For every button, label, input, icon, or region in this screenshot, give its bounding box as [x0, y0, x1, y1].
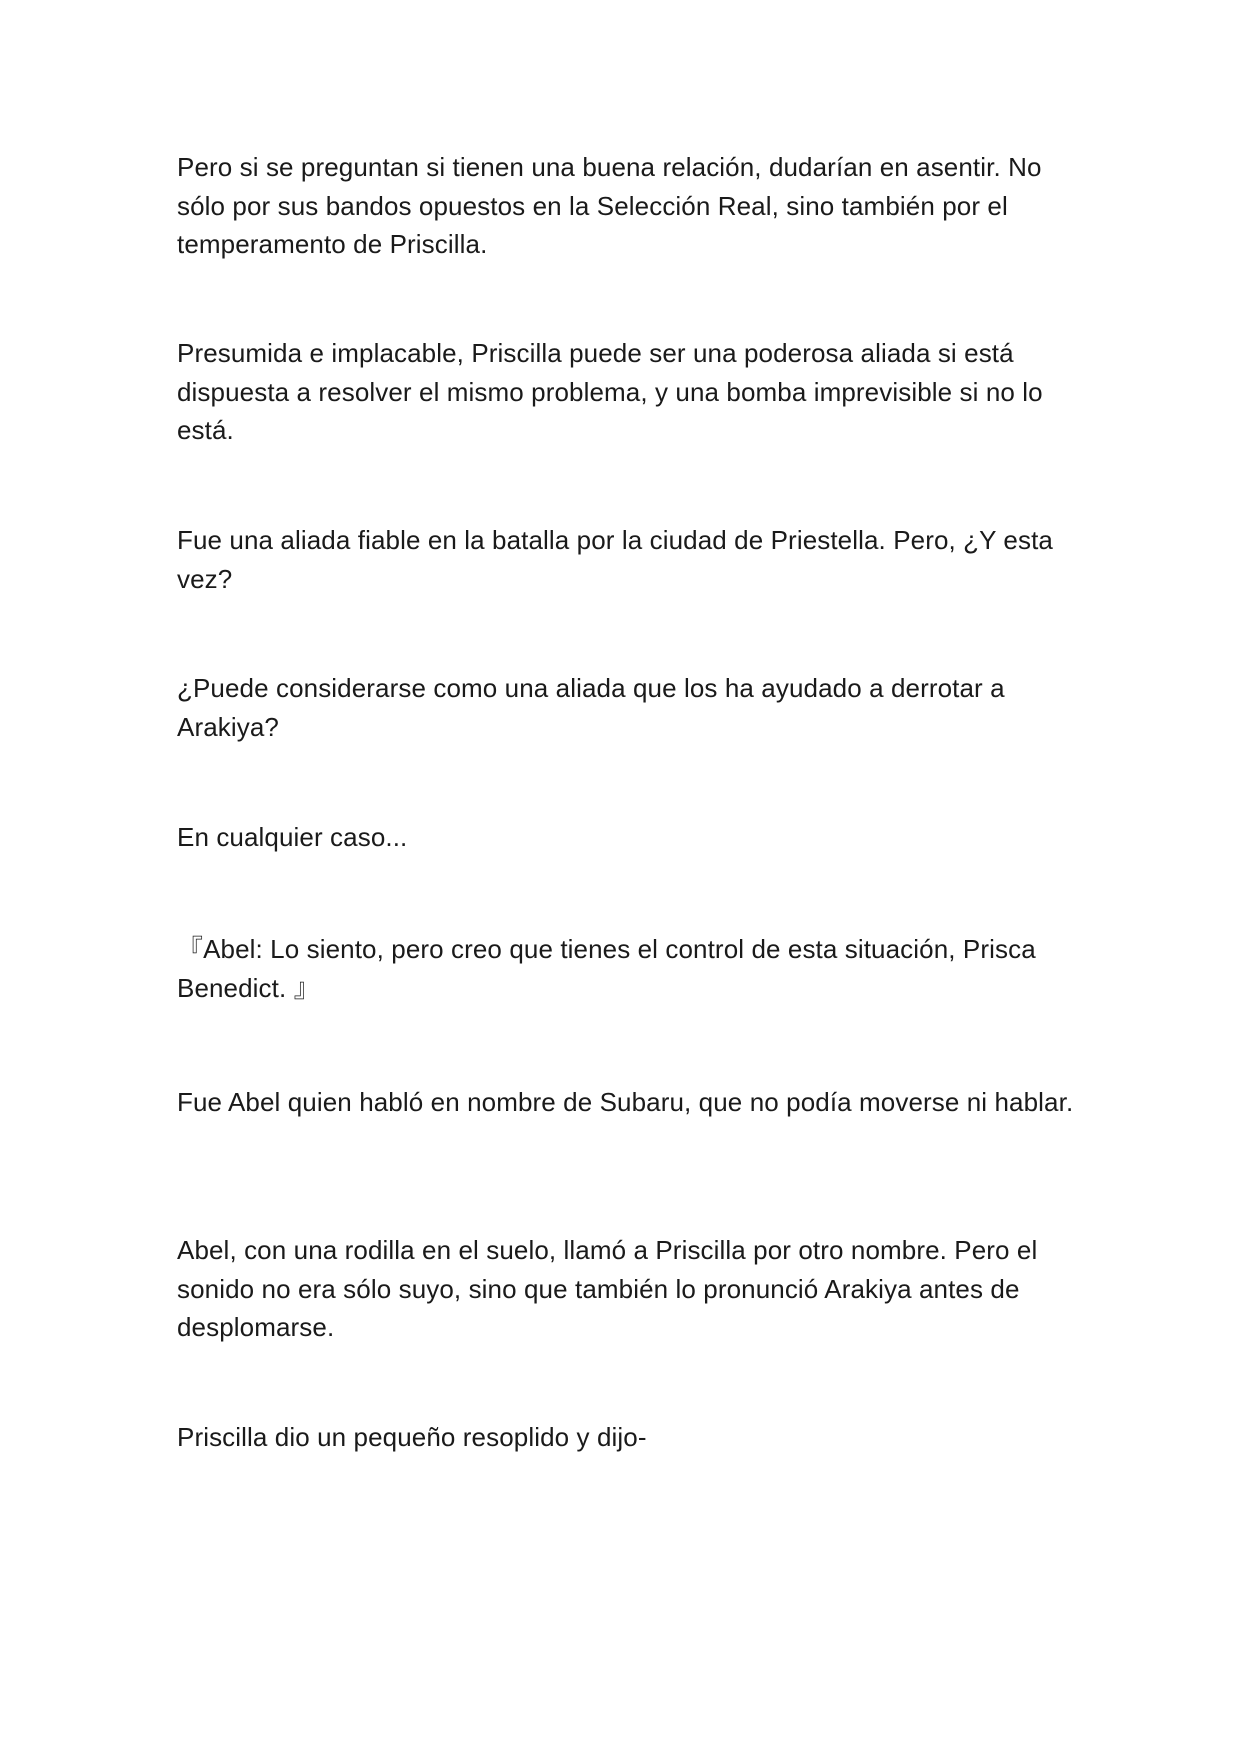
dialogue-abel: 『Abel: Lo siento, pero creo que tienes el control de esta situación, Prisca Benedict. 』 [177, 934, 1036, 1003]
paragraph-priscilla-snort: Priscilla dio un pequeño resoplido y dijo- [177, 1422, 647, 1452]
paragraph-priestella-battle: Fue una aliada fiable en la batalla por la ciudad de Priestella. Pero, ¿Y esta vez? [177, 525, 1053, 594]
paragraph-in-any-case: En cualquier caso... [177, 822, 408, 852]
paragraph-another-name: Abel, con una rodilla en el suelo, llamó a Priscilla por otro nombre. Pero el sonido no era sólo suyo, sino que también lo pronunció Arakiya antes de desplomarse. [177, 1235, 1038, 1342]
paragraph-arakiya-question: ¿Puede considerarse como una aliada que los ha ayudado a derrotar a Arakiya? [177, 673, 1005, 742]
paragraph-priscilla-description: Presumida e implacable, Priscilla puede ser una poderosa aliada si está dispuesta a resolver el mismo problema, y una bomba imprevisible si no lo está. [177, 338, 1043, 445]
paragraph-abel-spoke: Fue Abel quien habló en nombre de Subaru, que no podía moverse ni hablar. [177, 1087, 1074, 1117]
paragraph-relationship: Pero si se preguntan si tienen una buena relación, dudarían en asentir. No sólo por sus bandos opuestos en la Selección Real, sino también por el temperamento de Priscilla. [177, 152, 1042, 259]
